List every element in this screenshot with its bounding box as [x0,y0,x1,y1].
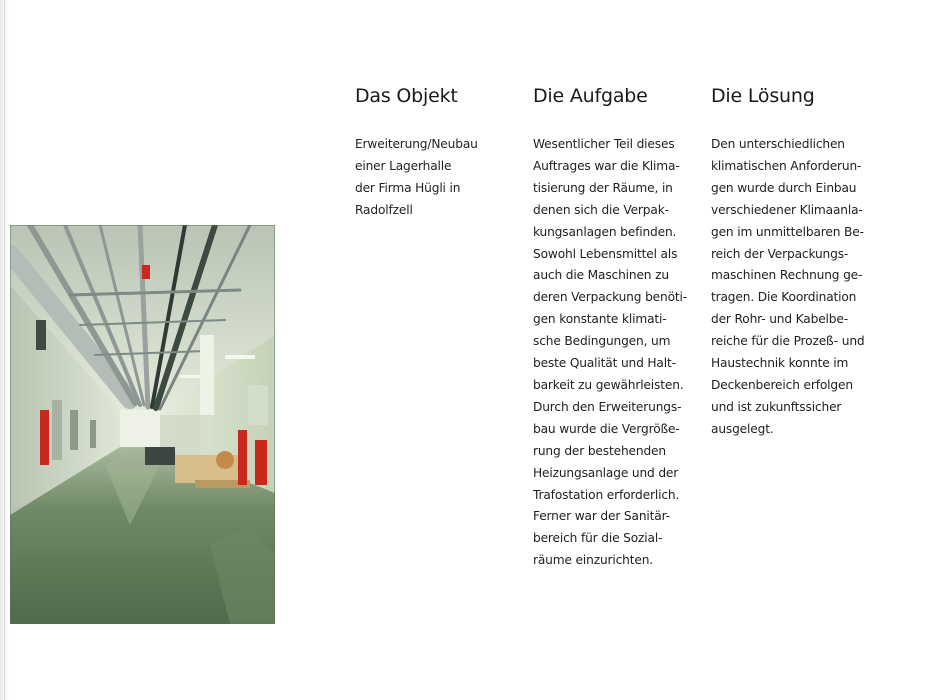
column-die-aufgabe [533,84,703,572]
text-line: Erweiterung/Neubau [355,137,478,151]
page-gutter [4,0,5,700]
text-line: kungsanlagen befinden. [533,224,677,239]
warehouse-hall-photo-icon [10,225,275,624]
text-die-aufgabe [533,134,703,572]
text-line: barkeit zu gewährleisten. [533,377,684,392]
heading-die-loesung: Die Lösung [711,85,815,107]
text-line: deren Verpackung benöti- [533,290,687,305]
text-line: der Rohr- und Kabelbe- [711,312,848,327]
text-line: Wesentlicher Teil dieses [533,137,675,151]
text-line: der Firma Hügli in [355,180,461,195]
text-line: maschinen Rechnung ge- [711,268,863,283]
text-das-objekt [355,134,515,222]
text-line: Radolfzell [355,202,413,217]
text-line: reiche für die Prozeß- und [711,334,865,349]
text-line: Heizungsanlage und der [533,465,679,480]
text-line: Trafostation erforderlich. [533,487,680,502]
column-die-loesung [711,84,886,441]
text-line: rung der bestehenden [533,443,666,458]
text-line: Ferner war der Sanitär- [533,509,670,524]
text-line: Durch den Erweiterungs- [533,399,682,414]
text-line: ausgelegt. [711,421,774,436]
heading-die-aufgabe: Die Aufgabe [533,85,648,107]
column-das-objekt [355,84,515,222]
text-line: Den unterschiedlichen [711,137,845,151]
text-line: tragen. Die Koordination [711,290,857,305]
heading-das-objekt: Das Objekt [355,85,458,107]
text-line: Deckenbereich erfolgen [711,377,853,392]
text-line: reich der Verpackungs- [711,246,849,261]
text-line: und ist zukunftssicher [711,399,842,414]
text-line: räume einzurichten. [533,553,654,568]
text-line: tisierung der Räume, in [533,180,673,195]
text-line: Auftrages war die Klima- [533,158,680,173]
text-line: einer Lagerhalle [355,158,452,173]
text-line: auch die Maschinen zu [533,268,669,283]
text-line: sche Bedingungen, um [533,334,671,349]
text-line: beste Qualität und Halt- [533,356,676,371]
text-line: gen wurde durch Einbau [711,180,857,195]
text-line: bau wurde die Vergröße- [533,421,680,436]
text-die-loesung [711,134,886,441]
text-line: klimatischen Anforderun- [711,158,862,173]
warehouse-photo [10,225,275,624]
text-line: denen sich die Verpak- [533,202,669,217]
text-line: Haustechnik konnte im [711,356,849,371]
text-line: verschiedener Klimaanla- [711,202,863,217]
text-line: gen konstante klimati- [533,312,667,327]
text-line: gen im unmittelbaren Be- [711,224,864,239]
text-line: Sowohl Lebensmittel als [533,246,678,261]
text-line: bereich für die Sozial- [533,531,663,546]
